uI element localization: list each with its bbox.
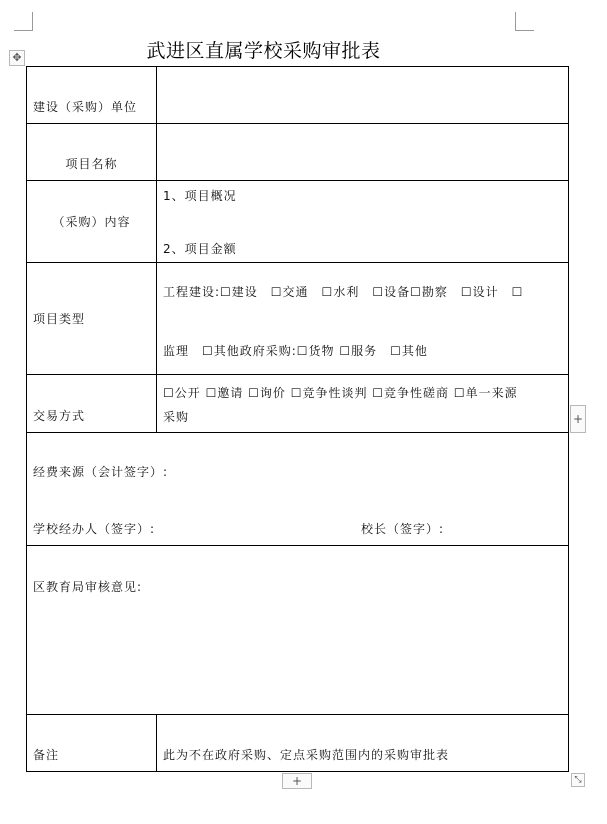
trade-options-line-2: 采购 <box>163 410 190 424</box>
type-options-line-2[interactable]: 监理 ☐其他政府采购:☐货物 ☐服务 ☐其他 <box>163 344 428 358</box>
remark-label-cell <box>27 715 157 772</box>
project-name-label: 项目名称 <box>65 157 118 171</box>
project-name-value-cell[interactable] <box>157 124 569 181</box>
trade-label: 交易方式 <box>33 409 86 423</box>
signature-cell[interactable] <box>27 433 569 546</box>
bureau-opinion-label: 区教育局审核意见: <box>33 580 143 594</box>
table-row <box>27 263 569 375</box>
unit-value-cell[interactable] <box>157 67 569 124</box>
crop-mark-top-right <box>515 12 534 31</box>
trade-label-cell <box>27 375 157 433</box>
content-item-amount: 2、项目金额 <box>163 242 237 256</box>
table-move-icon[interactable]: ✥ <box>9 50 25 66</box>
trade-options-cell[interactable] <box>157 375 569 433</box>
approval-form-table <box>26 66 569 772</box>
type-options-cell[interactable] <box>157 263 569 375</box>
project-name-label-cell <box>27 124 157 181</box>
table-row <box>27 375 569 433</box>
unit-label-cell <box>27 67 157 124</box>
table-row <box>27 181 569 263</box>
trade-options-line-1[interactable]: ☐公开 ☐邀请 ☐询价 ☐竞争性谈判 ☐竞争性磋商 ☐单一来源 <box>163 386 518 400</box>
principal-label: 校长（签字）: <box>361 522 445 536</box>
bureau-opinion-cell[interactable] <box>27 546 569 715</box>
table-row <box>27 433 569 546</box>
unit-label: 建设（采购）单位 <box>33 100 138 114</box>
table-row <box>27 715 569 772</box>
add-row-plus-icon[interactable]: + <box>570 405 586 433</box>
content-label-cell <box>27 181 157 263</box>
type-label-cell <box>27 263 157 375</box>
crop-mark-top-left <box>14 12 33 31</box>
type-label: 项目类型 <box>33 312 86 326</box>
signature-line <box>33 520 562 537</box>
remark-label: 备注 <box>33 748 60 762</box>
type-options-line-1[interactable]: 工程建设:☐建设 ☐交通 ☐水利 ☐设备☐勘察 ☐设计 ☐ <box>163 285 524 299</box>
content-value-cell[interactable] <box>157 181 569 263</box>
table-row <box>27 67 569 124</box>
remark-text: 此为不在政府采购、定点采购范围内的采购审批表 <box>163 748 450 762</box>
remark-text-cell[interactable] <box>157 715 569 772</box>
document-title: 武进区直属学校采购审批表 <box>146 40 381 62</box>
content-label: （采购）内容 <box>52 215 131 229</box>
table-resize-icon[interactable]: ⤡ <box>571 773 585 787</box>
content-item-overview: 1、项目概况 <box>163 189 237 203</box>
table-row <box>27 124 569 181</box>
table-row <box>27 546 569 715</box>
fund-source-label: 经费来源（会计签字）: <box>33 465 169 479</box>
add-column-plus-icon[interactable]: + <box>282 773 312 789</box>
handler-label: 学校经办人（签字）: <box>33 522 156 536</box>
